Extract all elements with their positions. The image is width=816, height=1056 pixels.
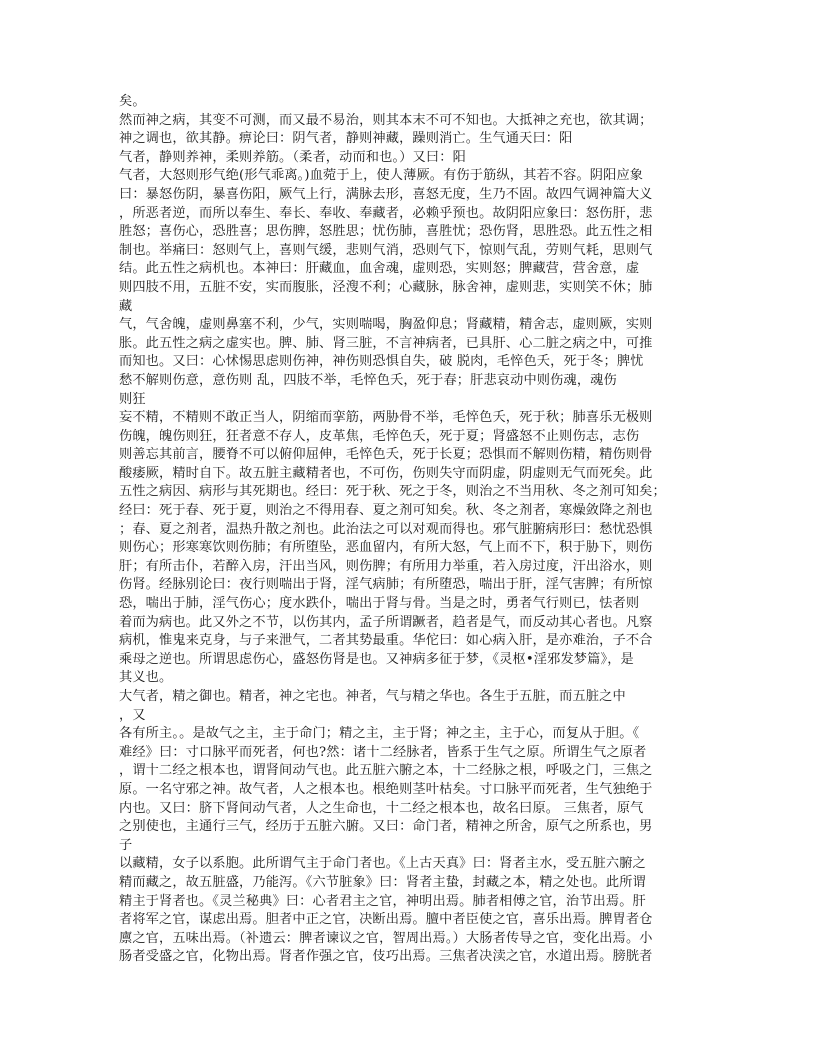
text-line: 气者，静则养神，柔则养筋。（柔者，动而和也。）又曰：阳	[119, 149, 466, 165]
text-line: 其义也。	[119, 670, 173, 686]
text-line: 原。一名守邪之神。故气者，人之根本也。根绝则茎叶枯矣。寸口脉平而死者，生气独绝于	[119, 781, 653, 797]
text-line: 肝；有所击仆，若醉入房，汗出当风，则伤脾；有所用力举重，若入房过度，汗出浴水，则	[119, 558, 653, 574]
text-line: 气者，大怒则形气绝(形气乖离。)血菀于上，使人薄厥。有伤于筋纵，其若不容。阴阳应象	[119, 168, 644, 184]
text-line: 内也。又曰：脐下肾间动气者，人之生命也，十二经之根本也，故名曰原。 三焦者，原气	[119, 800, 644, 816]
text-line: 着而为病也。此又外之不节，以伤其内，孟子所谓蹶者，趋者是气，而反动其心者也。凡察	[119, 614, 653, 630]
text-line: 则狂	[119, 391, 146, 407]
text-line: 神之调也，欲其静。痹论曰：阴气者，静则神藏，躁则消亡。生气通天曰：阳	[119, 131, 573, 147]
text-line: 酸痿厥，精时自下。故五脏主藏精者也，不可伤，伤则失守而阴虚，阴虚则无气而死矣。此	[119, 465, 653, 481]
text-line: 则善忘其前言，腰脊不可以俯仰屈伸，毛悴色夭，死于长夏；恐惧而不解则伤精，精伤则骨	[119, 447, 653, 463]
text-line: 之别使也，主通行三气，经历于五脏六腑。又曰：命门者，精神之所舍，原气之所系也，男	[119, 819, 653, 835]
text-line: 伤魄，魄伤则狂，狂者意不存人，皮革焦，毛悴色夭，死于夏；肾盛怒不止则伤志，志伤	[119, 428, 640, 444]
text-line: 然而神之病，其变不可测，而又最不易治，则其本末不可不知也。大抵神之充也，欲其调；	[119, 112, 653, 128]
text-line: 恐，喘出于肺，淫气伤心；度水跌仆，喘出于肾与骨。当是之时，勇者气行则已，怯者则	[119, 596, 640, 612]
text-line: 肠者受盛之官，化物出焉。肾者作强之官，伎巧出焉。三焦者决渎之官，水道出焉。膀胱者	[119, 949, 653, 965]
text-line: ；春、夏之剂者，温热升散之剂也。此治法之可以对观而得也。邪气脏腑病形曰：愁忧恐惧	[119, 521, 653, 537]
text-line: 藏	[119, 298, 133, 314]
text-line: 者将军之官，谋虑出焉。胆者中正之官，决断出焉。膻中者臣使之官，喜乐出焉。脾胃者仓	[119, 912, 653, 928]
text-line: ，谓十二经之根本也，谓肾间动气也。此五脏六腑之本，十二经脉之根，呼吸之门，三焦之	[119, 763, 653, 779]
text-line: 各有所主。。是故气之主，主于命门；精之主，主于肾；神之主，主于心，而复从于胆。《	[119, 726, 640, 742]
text-line: 妄不精，不精则不敢正当人，阴缩而挛筋，两胁骨不举，毛悴色夭，死于秋；肺喜乐无极则	[119, 410, 653, 426]
text-line: 则四肢不用，五脏不安，实而腹胀，泾溲不利；心藏脉，脉舍神，虚则悲，实则笑不休；肺	[119, 279, 653, 295]
text-line: 制也。举痛曰：怒则气上，喜则气缓，悲则气消，恐则气下，惊则气乱，劳则气耗，思则气	[119, 242, 653, 258]
text-line: 气，气舍魄，虚则鼻塞不利，少气，实则喘喝，胸盈仰息；肾藏精，精舍志，虚则厥，实则	[119, 317, 653, 333]
text-line: 胜怒；喜伤心，恐胜喜；思伤脾，怒胜思；忧伤肺，喜胜忧；恐伤肾，思胜恐。此五性之相	[119, 224, 653, 240]
text-line: 大气者，精之御也。精者，神之宅也。神者，气与精之华也。各生于五脏，而五脏之中	[119, 689, 626, 704]
text-line: ，所恶者逆，而所以奉生、奉长、奉收、奉藏者，必赖乎预也。故阴阳应象曰：怒伤肝，悲	[119, 205, 653, 221]
text-line: 矣。	[119, 94, 146, 109]
text-line: 病机，惟鬼来克身，与子来泄气，二者其势最重。华佗曰：如心病入肝，是亦难治，子不合	[119, 633, 653, 649]
text-line: 乘母之逆也。所谓思虑伤心，盛怒伤肾是也。又神病多征于梦，《灵枢•淫邪发梦篇》，是	[119, 651, 634, 667]
document-page	[119, 93, 693, 986]
text-line: 难经》曰：寸口脉平而死者，何也?然：诸十二经脉者，皆系于生气之原。所谓生气之原者	[119, 744, 647, 760]
text-line: 伤肾。经脉别论曰：夜行则喘出于肾，淫气病肺；有所堕恐，喘出于肝，淫气害脾；有所惊	[119, 577, 653, 593]
text-line: 经曰：死于春、死于夏，则治之不得用春、夏之剂可知矣。秋、冬之剂者，寒燥敛降之剂也	[119, 503, 653, 519]
text-line: 五性之病因、病形与其死期也。经曰：死于秋、死之于冬，则治之不当用秋、冬之剂可知矣；	[119, 484, 666, 500]
text-line: 曰：暴怒伤阴，暴喜伤阳，厥气上行，满脉去形，喜怒无度，生乃不固。故四气调神篇大义	[119, 186, 653, 202]
text-line: 廪之官，五味出焉。（补遗云：脾者谏议之官，智周出焉。）大肠者传导之官，变化出焉。小	[119, 930, 653, 946]
text-line: 结。此五性之病机也。本神曰：肝藏血，血舍魂，虚则恐，实则怒；脾藏营，营舍意，虚	[119, 261, 640, 277]
text-line: 子	[119, 837, 133, 853]
text-line: 则伤心；形寒寒饮则伤肺；有所堕坠，恶血留内，有所大怒，气上而不下，积于胁下，则伤	[119, 540, 653, 556]
text-line: 精主于肾者也。《灵兰秘典》曰：心者君主之官，神明出焉。肺者相傅之官，治节出焉。肝	[119, 893, 646, 909]
text-line: 以藏精，女子以系胞。此所谓气主于命门者也。《上古天真》曰：肾者主水，受五脏六腑之	[119, 856, 646, 872]
text-line: ，又	[119, 707, 146, 723]
text-line: 而知也。又曰：心怵惕思虑则伤神，神伤则恐惧自失，破 脱肉，毛悴色夭，死于冬；脾忧	[119, 354, 644, 370]
text-line	[119, 967, 693, 986]
text-line: 愁不解则伤意，意伤则 乱，四肢不举，毛悴色夭，死于春；肝悲哀动中则伤魂，魂伤	[119, 372, 617, 388]
text-line: 胀。此五性之病之虚实也。脾、肺、肾三脏，不言神病者，已具肝、心二脏之病之中，可推	[119, 335, 653, 351]
text-line: 精而藏之，故五脏盛，乃能泻。《六节脏象》曰：肾者主蛰，封藏之本，精之处也。此所谓	[119, 874, 646, 890]
